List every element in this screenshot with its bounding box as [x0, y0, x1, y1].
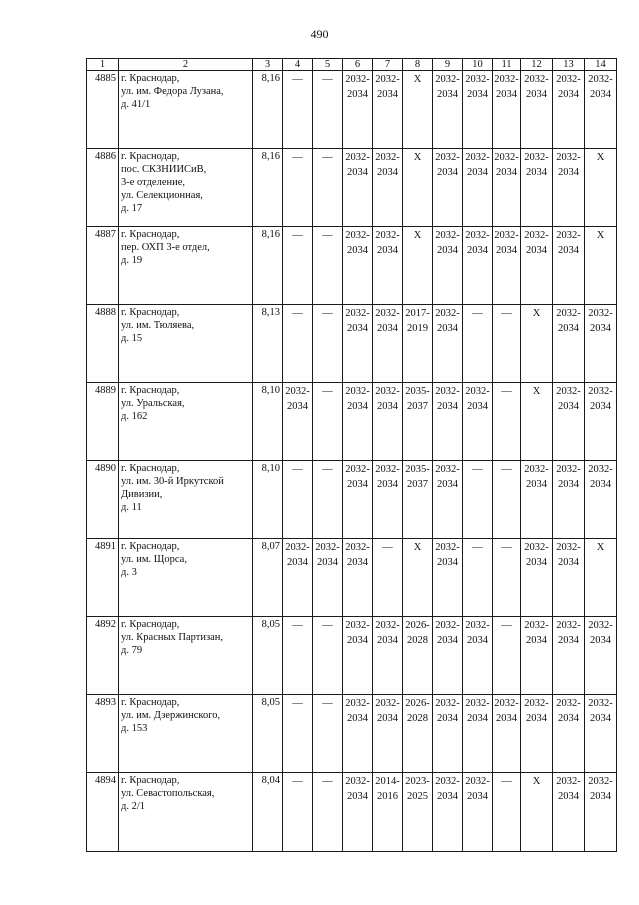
- period-cell: 2032- 2034: [521, 461, 553, 539]
- column-header: 7: [373, 59, 403, 71]
- period-cell: —: [283, 71, 313, 149]
- period-cell: 2032- 2034: [433, 617, 463, 695]
- period-cell: 2032- 2034: [463, 227, 493, 305]
- period-cell: 2032- 2034: [373, 227, 403, 305]
- period-cell: —: [313, 695, 343, 773]
- period-cell: 2032- 2034: [343, 461, 373, 539]
- address-cell: г. Краснодар, ул. им. Федора Лузана, д. 41/1: [119, 71, 253, 149]
- period-cell: 2032- 2034: [343, 539, 373, 617]
- period-cell: 2032- 2034: [521, 149, 553, 227]
- period-cell: 2032- 2034: [283, 539, 313, 617]
- period-cell: 2032- 2034: [585, 71, 617, 149]
- value-cell: 8,16: [253, 71, 283, 149]
- period-cell: —: [493, 383, 521, 461]
- row-number: 4890: [87, 461, 119, 539]
- period-cell: 2032- 2034: [433, 695, 463, 773]
- period-cell: 2032- 2034: [553, 539, 585, 617]
- period-cell: 2032- 2034: [553, 773, 585, 852]
- period-cell: 2032- 2034: [373, 71, 403, 149]
- column-header: 1: [87, 59, 119, 71]
- column-header: 13: [553, 59, 585, 71]
- header-row: [87, 59, 617, 71]
- column-header: 3: [253, 59, 283, 71]
- period-cell: Х: [403, 149, 433, 227]
- value-cell: 8,04: [253, 773, 283, 852]
- value-cell: 8,10: [253, 461, 283, 539]
- row-number: 4891: [87, 539, 119, 617]
- period-cell: —: [283, 695, 313, 773]
- period-cell: 2032- 2034: [553, 305, 585, 383]
- period-cell: Х: [521, 773, 553, 852]
- period-cell: 2032- 2034: [373, 695, 403, 773]
- row-number: 4892: [87, 617, 119, 695]
- period-cell: 2032- 2034: [521, 539, 553, 617]
- period-cell: Х: [403, 71, 433, 149]
- period-cell: —: [493, 305, 521, 383]
- table-row: [87, 305, 617, 383]
- period-cell: 2032- 2034: [343, 227, 373, 305]
- period-cell: 2032- 2034: [553, 695, 585, 773]
- period-cell: —: [493, 461, 521, 539]
- period-cell: 2035- 2037: [403, 383, 433, 461]
- address-cell: г. Краснодар, ул. Уральская, д. 162: [119, 383, 253, 461]
- period-cell: 2032- 2034: [585, 383, 617, 461]
- period-cell: 2032- 2034: [463, 149, 493, 227]
- period-cell: —: [283, 461, 313, 539]
- period-cell: 2032- 2034: [521, 227, 553, 305]
- period-cell: 2032- 2034: [373, 305, 403, 383]
- address-cell: г. Краснодар, ул. им. Тюляева, д. 15: [119, 305, 253, 383]
- row-number: 4888: [87, 305, 119, 383]
- period-cell: 2032- 2034: [343, 149, 373, 227]
- period-cell: 2032- 2034: [373, 383, 403, 461]
- period-cell: 2032- 2034: [493, 149, 521, 227]
- period-cell: 2023- 2025: [403, 773, 433, 852]
- address-cell: г. Краснодар, ул. им. Щорса, д. 3: [119, 539, 253, 617]
- period-cell: Х: [585, 149, 617, 227]
- period-cell: 2032- 2034: [313, 539, 343, 617]
- period-cell: 2017- 2019: [403, 305, 433, 383]
- period-cell: 2032- 2034: [433, 149, 463, 227]
- column-header: 8: [403, 59, 433, 71]
- table-row: [87, 71, 617, 149]
- value-cell: 8,10: [253, 383, 283, 461]
- period-cell: 2032- 2034: [493, 227, 521, 305]
- period-cell: —: [493, 539, 521, 617]
- period-cell: 2032- 2034: [553, 383, 585, 461]
- period-cell: 2032- 2034: [521, 695, 553, 773]
- period-cell: 2032- 2034: [433, 383, 463, 461]
- period-cell: —: [313, 149, 343, 227]
- period-cell: 2032- 2034: [373, 149, 403, 227]
- value-cell: 8,16: [253, 227, 283, 305]
- column-header: 12: [521, 59, 553, 71]
- period-cell: 2032- 2034: [463, 695, 493, 773]
- table-row: [87, 695, 617, 773]
- period-cell: 2032- 2034: [493, 71, 521, 149]
- table-row: [87, 149, 617, 227]
- period-cell: 2032- 2034: [493, 695, 521, 773]
- row-number: 4887: [87, 227, 119, 305]
- period-cell: —: [283, 305, 313, 383]
- value-cell: 8,05: [253, 617, 283, 695]
- period-cell: Х: [403, 227, 433, 305]
- column-header: 10: [463, 59, 493, 71]
- row-number: 4886: [87, 149, 119, 227]
- register-table: [86, 58, 617, 852]
- period-cell: —: [313, 305, 343, 383]
- table-row: [87, 617, 617, 695]
- column-header: 9: [433, 59, 463, 71]
- period-cell: 2032- 2034: [343, 695, 373, 773]
- period-cell: 2032- 2034: [585, 773, 617, 852]
- table-row: [87, 227, 617, 305]
- page-number: 490: [310, 27, 329, 41]
- period-cell: 2032- 2034: [553, 149, 585, 227]
- row-number: 4885: [87, 71, 119, 149]
- period-cell: —: [283, 149, 313, 227]
- column-header: 14: [585, 59, 617, 71]
- period-cell: 2032- 2034: [433, 227, 463, 305]
- period-cell: Х: [521, 305, 553, 383]
- period-cell: 2032- 2034: [373, 617, 403, 695]
- period-cell: —: [463, 461, 493, 539]
- value-cell: 8,13: [253, 305, 283, 383]
- column-header: 6: [343, 59, 373, 71]
- column-header: 5: [313, 59, 343, 71]
- period-cell: 2032- 2034: [463, 773, 493, 852]
- period-cell: 2032- 2034: [585, 461, 617, 539]
- period-cell: —: [313, 617, 343, 695]
- address-cell: г. Краснодар, ул. им. Дзержинского, д. 153: [119, 695, 253, 773]
- period-cell: 2032- 2034: [553, 71, 585, 149]
- period-cell: —: [493, 617, 521, 695]
- column-header: 11: [493, 59, 521, 71]
- period-cell: —: [313, 773, 343, 852]
- address-cell: г. Краснодар, пер. ОХП 3-е отдел, д. 19: [119, 227, 253, 305]
- period-cell: —: [313, 461, 343, 539]
- period-cell: —: [313, 71, 343, 149]
- period-cell: —: [283, 773, 313, 852]
- value-cell: 8,16: [253, 149, 283, 227]
- period-cell: Х: [521, 383, 553, 461]
- period-cell: 2032- 2034: [343, 773, 373, 852]
- period-cell: 2032- 2034: [463, 617, 493, 695]
- period-cell: 2035- 2037: [403, 461, 433, 539]
- period-cell: 2032- 2034: [521, 71, 553, 149]
- period-cell: —: [493, 773, 521, 852]
- period-cell: 2032- 2034: [553, 227, 585, 305]
- period-cell: 2032- 2034: [373, 461, 403, 539]
- column-header: 2: [119, 59, 253, 71]
- table-row: [87, 461, 617, 539]
- table-row: [87, 773, 617, 852]
- address-cell: г. Краснодар, ул. им. 30-й Иркутской Дивизии, д. 11: [119, 461, 253, 539]
- row-number: 4889: [87, 383, 119, 461]
- period-cell: 2032- 2034: [433, 461, 463, 539]
- table-row: [87, 539, 617, 617]
- period-cell: 2032- 2034: [553, 617, 585, 695]
- period-cell: 2026- 2028: [403, 617, 433, 695]
- address-cell: г. Краснодар, ул. Севастопольская, д. 2/1: [119, 773, 253, 852]
- row-number: 4894: [87, 773, 119, 852]
- period-cell: 2032- 2034: [521, 617, 553, 695]
- column-header: 4: [283, 59, 313, 71]
- value-cell: 8,07: [253, 539, 283, 617]
- period-cell: 2032- 2034: [433, 539, 463, 617]
- period-cell: 2032- 2034: [343, 71, 373, 149]
- period-cell: 2032- 2034: [433, 71, 463, 149]
- address-cell: г. Краснодар, пос. СКЗНИИСиВ, 3-е отделение, ул. Селекционная, д. 17: [119, 149, 253, 227]
- value-cell: 8,05: [253, 695, 283, 773]
- period-cell: —: [463, 305, 493, 383]
- period-cell: —: [283, 617, 313, 695]
- period-cell: 2032- 2034: [433, 773, 463, 852]
- period-cell: 2032- 2034: [433, 305, 463, 383]
- period-cell: —: [313, 383, 343, 461]
- period-cell: —: [313, 227, 343, 305]
- period-cell: Х: [585, 539, 617, 617]
- address-cell: г. Краснодар, ул. Красных Партизан, д. 79: [119, 617, 253, 695]
- period-cell: Х: [403, 539, 433, 617]
- period-cell: —: [463, 539, 493, 617]
- period-cell: 2032- 2034: [553, 461, 585, 539]
- period-cell: 2032- 2034: [585, 617, 617, 695]
- period-cell: 2032- 2034: [283, 383, 313, 461]
- period-cell: 2026- 2028: [403, 695, 433, 773]
- row-number: 4893: [87, 695, 119, 773]
- period-cell: —: [283, 227, 313, 305]
- period-cell: 2032- 2034: [343, 305, 373, 383]
- period-cell: 2032- 2034: [585, 305, 617, 383]
- period-cell: 2014- 2016: [373, 773, 403, 852]
- period-cell: 2032- 2034: [463, 383, 493, 461]
- period-cell: Х: [585, 227, 617, 305]
- period-cell: —: [373, 539, 403, 617]
- period-cell: 2032- 2034: [585, 695, 617, 773]
- table-row: [87, 383, 617, 461]
- period-cell: 2032- 2034: [343, 617, 373, 695]
- period-cell: 2032- 2034: [463, 71, 493, 149]
- period-cell: 2032- 2034: [343, 383, 373, 461]
